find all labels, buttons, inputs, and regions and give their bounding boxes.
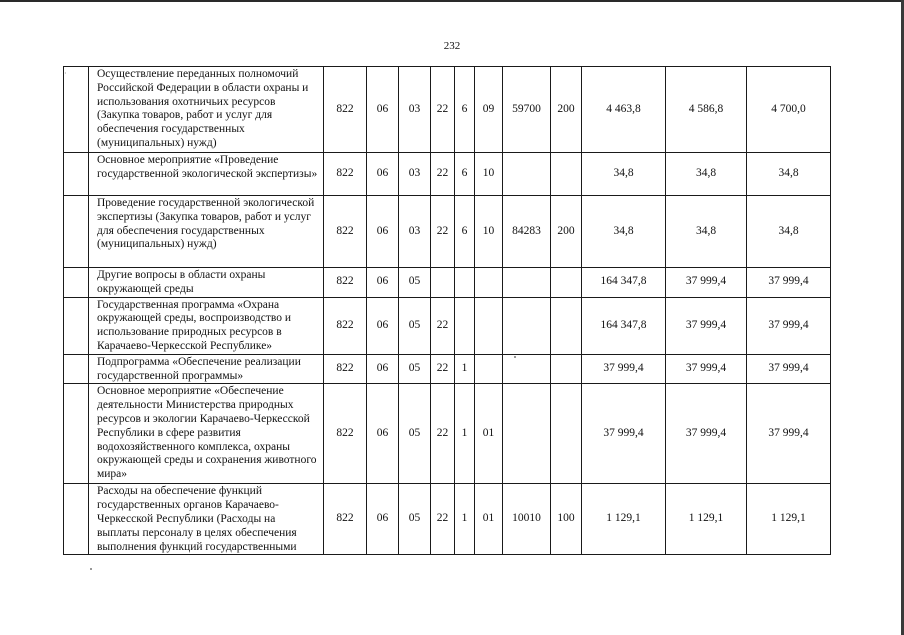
section-code: 06 <box>367 384 399 484</box>
program-code: 22 <box>431 196 455 268</box>
event-code <box>475 297 503 354</box>
program-code: 22 <box>431 384 455 484</box>
table-row <box>64 384 831 484</box>
scan-speck <box>90 568 92 570</box>
ministry-code: 822 <box>324 153 367 196</box>
expense-name: Осуществление переданных полномочий Российской Федерации в области охраны и использования охотничьих ресурсов (Закупка товаров, работ и услуг для обеспечения государственных (муниципальных) нужд) <box>89 67 324 153</box>
sum-year-1: 34,8 <box>582 196 666 268</box>
expense-name: Подпрограмма «Обеспечение реализации государственной программы» <box>89 354 324 384</box>
section-code: 06 <box>367 354 399 384</box>
ministry-code: 822 <box>324 484 367 555</box>
budget-table <box>63 66 831 555</box>
sum-year-2: 1 129,1 <box>666 484 747 555</box>
section-code: 06 <box>367 484 399 555</box>
sum-year-3: 4 700,0 <box>747 67 831 153</box>
expense-type-code <box>551 384 582 484</box>
sum-year-2: 4 586,8 <box>666 67 747 153</box>
subprogram-code: 6 <box>455 67 475 153</box>
ministry-code: 822 <box>324 354 367 384</box>
event-code: 10 <box>475 196 503 268</box>
subprogram-code: 6 <box>455 153 475 196</box>
table-row <box>64 354 831 384</box>
sum-year-3: 34,8 <box>747 153 831 196</box>
expense-type-code: 200 <box>551 196 582 268</box>
sum-year-1: 34,8 <box>582 153 666 196</box>
ministry-code: 822 <box>324 67 367 153</box>
direction-code: 10010 <box>503 484 551 555</box>
direction-code <box>503 384 551 484</box>
subsection-code: 05 <box>399 268 431 298</box>
section-code: 06 <box>367 153 399 196</box>
subsection-code: 05 <box>399 297 431 354</box>
expense-type-code <box>551 153 582 196</box>
program-code: 22 <box>431 297 455 354</box>
sum-year-3: 37 999,4 <box>747 354 831 384</box>
row-marker <box>64 384 89 484</box>
subprogram-code: 1 <box>455 354 475 384</box>
row-marker <box>64 354 89 384</box>
direction-code <box>503 153 551 196</box>
expense-name: Проведение государственной экологической экспертизы (Закупка товаров, работ и услуг для обеспечения государственных (муниципальных) нужд) <box>89 196 324 268</box>
table-row <box>64 297 831 354</box>
sum-year-1: 37 999,4 <box>582 354 666 384</box>
table-row <box>64 196 831 268</box>
row-marker <box>64 153 89 196</box>
program-code: 22 <box>431 484 455 555</box>
ministry-code: 822 <box>324 196 367 268</box>
sum-year-3: 37 999,4 <box>747 297 831 354</box>
table-row <box>64 268 831 298</box>
subsection-code: 03 <box>399 67 431 153</box>
sum-year-2: 37 999,4 <box>666 268 747 298</box>
event-code: 09 <box>475 67 503 153</box>
sum-year-2: 37 999,4 <box>666 384 747 484</box>
expense-name: Расходы на обеспечение функций государственных органов Карачаево-Черкесской Республики (Расходы на выплаты персоналу в целях обеспечения выполнения функций государственными <box>89 484 324 555</box>
subprogram-code: 1 <box>455 484 475 555</box>
event-code: 10 <box>475 153 503 196</box>
row-marker <box>64 297 89 354</box>
program-code <box>431 268 455 298</box>
expense-type-code <box>551 297 582 354</box>
ministry-code: 822 <box>324 297 367 354</box>
row-marker <box>64 268 89 298</box>
expense-type-code <box>551 268 582 298</box>
sum-year-1: 164 347,8 <box>582 268 666 298</box>
subsection-code: 03 <box>399 196 431 268</box>
sum-year-1: 1 129,1 <box>582 484 666 555</box>
row-marker <box>64 484 89 555</box>
section-code: 06 <box>367 297 399 354</box>
program-code: 22 <box>431 354 455 384</box>
expense-type-code <box>551 354 582 384</box>
expense-name: Основное мероприятие «Обеспечение деятельности Министерства природных ресурсов и экологии Карачаево-Черкесской Республики в сфере развития водохозяйственного комплекса, охраны окружающей среды и сохранения животного мира» <box>89 384 324 484</box>
table-row <box>64 484 831 555</box>
scan-speck <box>514 356 516 358</box>
subsection-code: 05 <box>399 384 431 484</box>
subprogram-code: 1 <box>455 384 475 484</box>
program-code: 22 <box>431 67 455 153</box>
direction-code: 84283 <box>503 196 551 268</box>
page-number: 232 <box>443 40 461 52</box>
sum-year-1: 164 347,8 <box>582 297 666 354</box>
event-code <box>475 268 503 298</box>
subsection-code: 03 <box>399 153 431 196</box>
sum-year-3: 1 129,1 <box>747 484 831 555</box>
program-code: 22 <box>431 153 455 196</box>
expense-name: Государственная программа «Охрана окружающей среды, воспроизводство и использование природных ресурсов в Карачаево-Черкесской Республике» <box>89 297 324 354</box>
sum-year-3: 34,8 <box>747 196 831 268</box>
sum-year-2: 34,8 <box>666 153 747 196</box>
expense-type-code: 200 <box>551 67 582 153</box>
sum-year-3: 37 999,4 <box>747 384 831 484</box>
sum-year-2: 37 999,4 <box>666 354 747 384</box>
sum-year-3: 37 999,4 <box>747 268 831 298</box>
subprogram-code <box>455 268 475 298</box>
row-marker <box>64 196 89 268</box>
subprogram-code: 6 <box>455 196 475 268</box>
direction-code <box>503 268 551 298</box>
scan-edge-top <box>0 0 904 2</box>
event-code <box>475 354 503 384</box>
section-code: 06 <box>367 268 399 298</box>
direction-code <box>503 297 551 354</box>
expense-type-code: 100 <box>551 484 582 555</box>
subsection-code: 05 <box>399 354 431 384</box>
direction-code <box>503 354 551 384</box>
sum-year-1: 4 463,8 <box>582 67 666 153</box>
expense-name: Основное мероприятие «Проведение государственной экологической экспертизы» <box>89 153 324 196</box>
subprogram-code <box>455 297 475 354</box>
sum-year-2: 34,8 <box>666 196 747 268</box>
subsection-code: 05 <box>399 484 431 555</box>
expense-name: Другие вопросы в области охраны окружающей среды <box>89 268 324 298</box>
direction-code: 59700 <box>503 67 551 153</box>
sum-year-1: 37 999,4 <box>582 384 666 484</box>
row-marker: · <box>64 67 89 153</box>
event-code: 01 <box>475 384 503 484</box>
table-row <box>64 153 831 196</box>
ministry-code: 822 <box>324 268 367 298</box>
section-code: 06 <box>367 67 399 153</box>
section-code: 06 <box>367 196 399 268</box>
sum-year-2: 37 999,4 <box>666 297 747 354</box>
event-code: 01 <box>475 484 503 555</box>
ministry-code: 822 <box>324 384 367 484</box>
table-row <box>64 67 831 153</box>
